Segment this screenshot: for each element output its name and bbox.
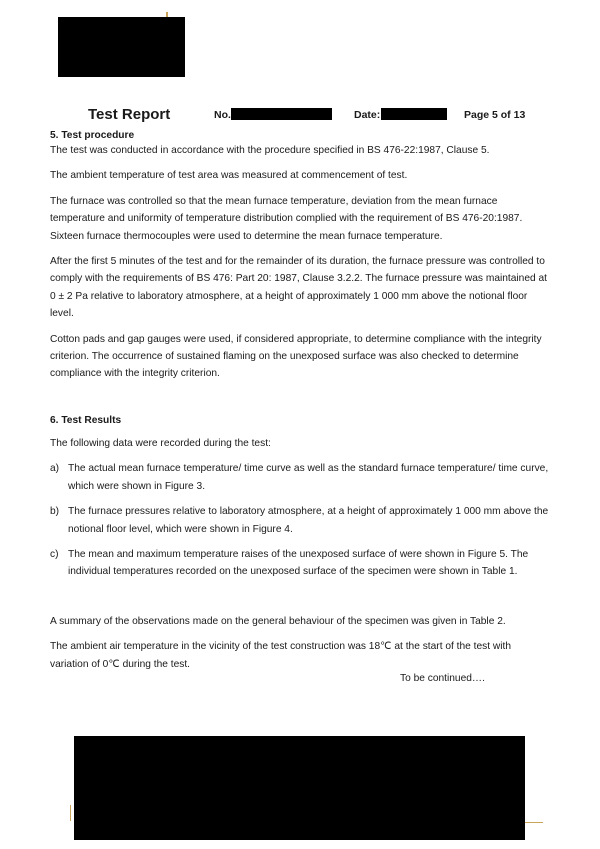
paragraph: The ambient air temperature in the vicinity of the test construction was 18℃ at the start of the test with variation of 0℃ during the test. bbox=[50, 641, 512, 670]
list-item-text: The mean and maximum temperature raises of the unexposed surface of were shown in Figure 5. The individual temperatures recorded on the unexposed surface of the specimen were shown in Table 1. bbox=[68, 548, 529, 578]
list-marker: b) bbox=[50, 506, 60, 518]
list-item bbox=[50, 460, 550, 495]
paragraph: After the first 5 minutes of the test and for the remainder of its duration, the furnace pressure was controlled to comply with the requirements of BS 476: Part 20: 1987, Clause 3.2.2. The furnace pressure was maintained at 0 ± 2 Pa relative to laboratory atmosphere, at a height of approximately 1 000 mm above the notional floor level. bbox=[50, 256, 548, 320]
page-number: Page 5 of 13 bbox=[464, 109, 526, 121]
list-item-text: The furnace pressures relative to laboratory atmosphere, at a height of approximately 1 000 mm above the notional floor level, which were shown in Figure 4. bbox=[68, 506, 549, 535]
section-heading-test-procedure: 5. Test procedure bbox=[50, 130, 135, 141]
list-item bbox=[50, 503, 550, 538]
list-item-text: The actual mean furnace temperature/ time curve as well as the standard furnace temperature/ time curve, which were shown in Figure 3. bbox=[68, 463, 549, 492]
redacted-report-date bbox=[381, 108, 447, 120]
redacted-footer bbox=[74, 736, 525, 840]
paragraph: The furnace was controlled so that the mean furnace temperature, deviation from the mean furnace temperature and uniformity of temperature distribution complied with the requirement of BS 476-20:1987. Sixteen furnace thermocouples were used to determine the mean furnace temperature. bbox=[50, 195, 523, 242]
report-date-label: Date: bbox=[354, 109, 381, 121]
list-marker: c) bbox=[50, 548, 59, 560]
list-item bbox=[50, 546, 550, 581]
continued-note: To be continued…. bbox=[400, 673, 485, 684]
paragraph: Cotton pads and gap gauges were used, if considered appropriate, to determine compliance with the integrity criterion. The occurrence of sustained flaming on the unexposed surface was also checked to determine compliance with the integrity criterion. bbox=[50, 333, 542, 380]
paragraph: The test was conducted in accordance with the procedure specified in BS 476-22:1987, Clause 5. bbox=[50, 145, 490, 156]
list-marker: a) bbox=[50, 463, 60, 475]
logo-fragment bbox=[166, 12, 168, 17]
footer-rule bbox=[525, 822, 543, 823]
redacted-report-number bbox=[231, 108, 332, 120]
report-body bbox=[50, 130, 550, 681]
report-title: Test Report bbox=[88, 106, 171, 123]
report-number-label: No. bbox=[214, 109, 231, 121]
paragraph: The following data were recorded during the test: bbox=[50, 437, 271, 449]
section-heading-test-results: 6. Test Results bbox=[50, 414, 122, 426]
redacted-logo bbox=[58, 17, 185, 77]
footer-fragment bbox=[70, 805, 74, 821]
results-list bbox=[50, 460, 550, 580]
paragraph: The ambient temperature of test area was measured at commencement of test. bbox=[50, 170, 408, 182]
paragraph: A summary of the observations made on the general behaviour of the specimen was given in Table 2. bbox=[50, 615, 506, 627]
report-header bbox=[0, 106, 600, 126]
